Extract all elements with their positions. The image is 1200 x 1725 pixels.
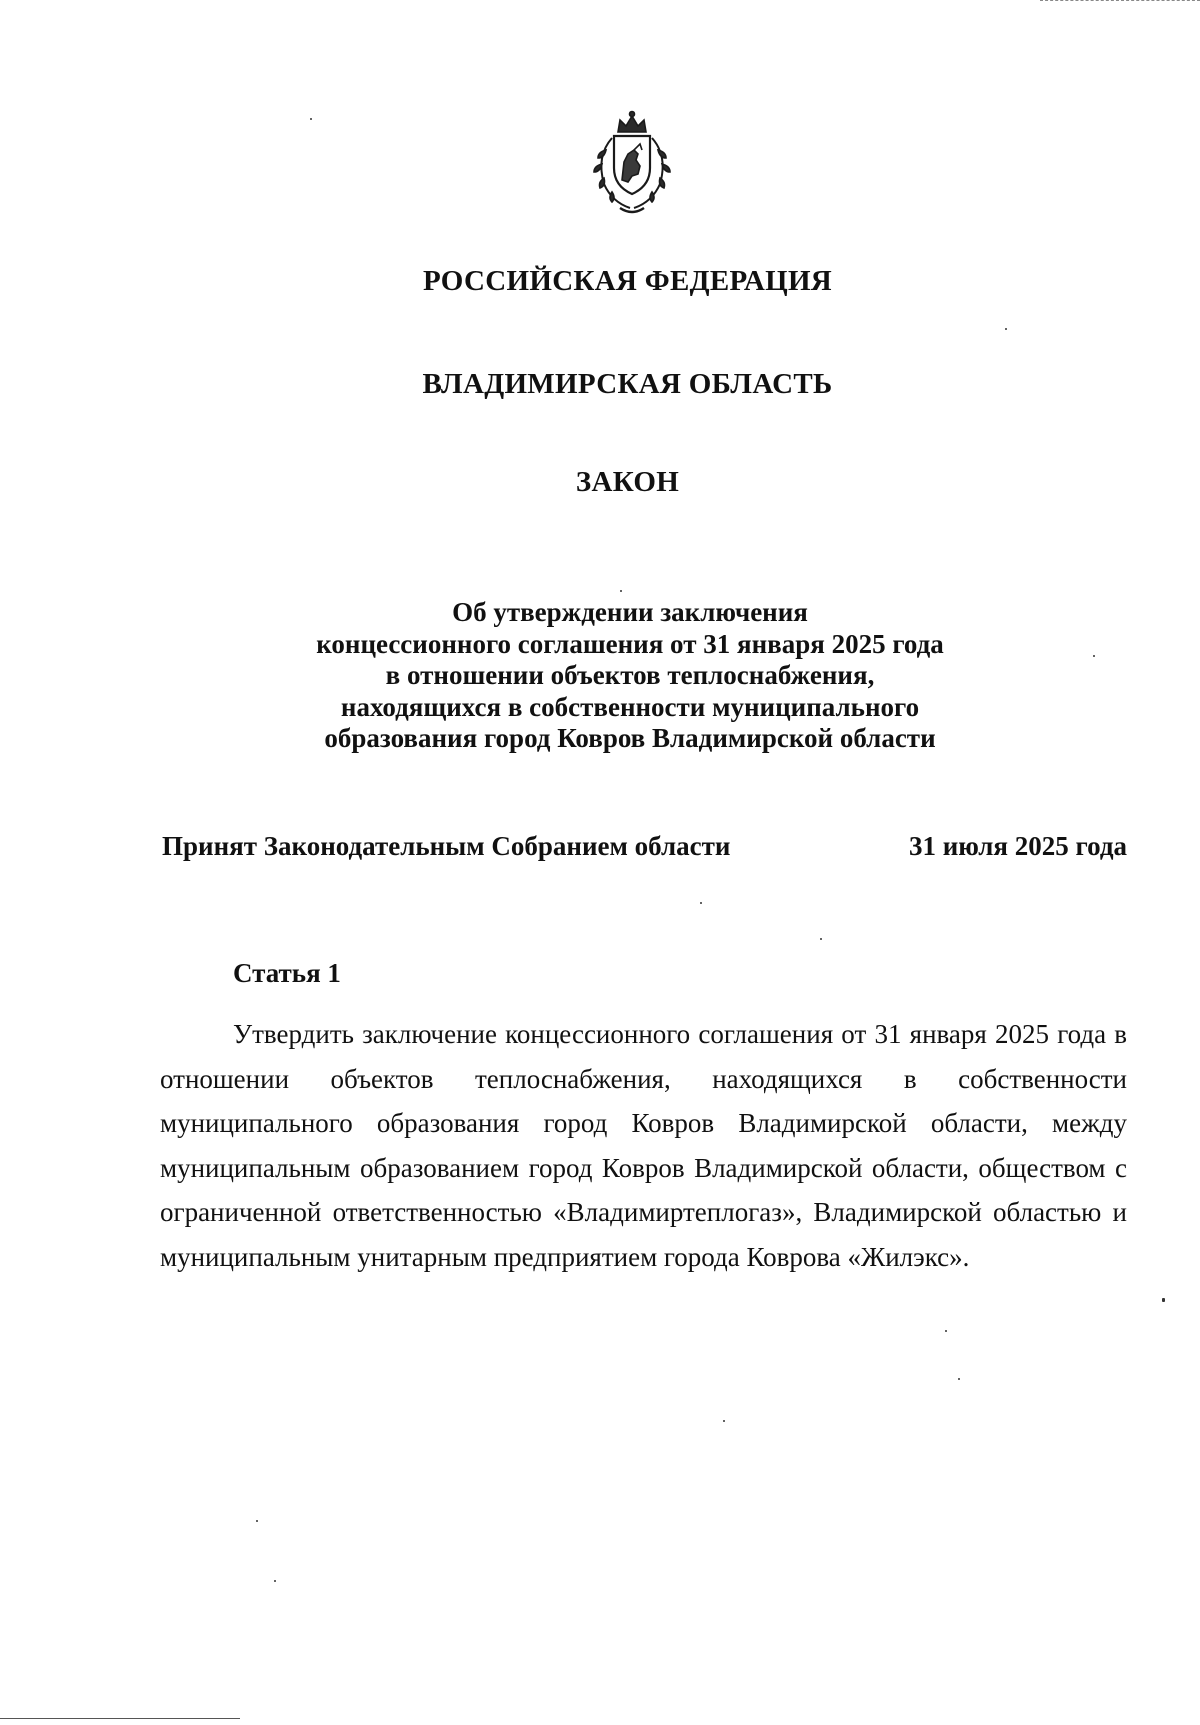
adopted-by-text: Принят Законодательным Собранием области bbox=[162, 831, 731, 861]
scan-speck bbox=[256, 1520, 258, 1522]
article-body: Утвердить заключение концессионного соглашения от 31 января 2025 года в отношении объектов теплоснабжения, находящихся в собственности муниципального образования город Ковров Владимирской области, между муниципальным образованием город Ковров Владимирской области, обществом с ограниченной ответственностью «Владимиртеплогаз», Владимирской областью и муниципальным унитарным предприятием города Коврова «Жилэкс». bbox=[160, 1019, 1127, 1272]
scan-speck bbox=[620, 590, 622, 592]
scan-edge-line bbox=[1040, 0, 1200, 1]
scan-speck bbox=[820, 938, 822, 940]
scan-edge-line bbox=[0, 1718, 240, 1719]
document-type-heading: ЗАКОН bbox=[575, 466, 680, 498]
scan-speck bbox=[1093, 655, 1095, 657]
scan-speck bbox=[1005, 328, 1007, 330]
scan-speck bbox=[700, 902, 702, 904]
law-title-line: в отношении объектов теплоснабжения, bbox=[385, 660, 875, 690]
scan-speck bbox=[310, 118, 312, 120]
scan-speck bbox=[945, 1330, 947, 1332]
coat-of-arms-icon bbox=[582, 110, 682, 218]
region-heading: ВЛАДИМИРСКАЯ ОБЛАСТЬ bbox=[422, 368, 833, 400]
scan-speck bbox=[1162, 1298, 1165, 1302]
scan-speck bbox=[958, 1378, 960, 1380]
scan-speck bbox=[723, 1420, 725, 1422]
scan-speck bbox=[274, 1580, 276, 1582]
adoption-date: 31 июля 2025 года bbox=[909, 831, 1127, 861]
law-title-line: Об утверждении заключения bbox=[452, 597, 808, 627]
law-title-line: находящихся в собственности муниципального bbox=[340, 691, 920, 722]
article-title: Статья 1 bbox=[233, 958, 341, 988]
law-title bbox=[250, 597, 1010, 755]
country-heading: РОССИЙСКАЯ ФЕДЕРАЦИЯ bbox=[422, 265, 833, 297]
law-title-line: образования город Ковров Владимирской области bbox=[324, 723, 936, 753]
law-title-line: концессионного соглашения от 31 января 2025 года bbox=[316, 628, 944, 659]
